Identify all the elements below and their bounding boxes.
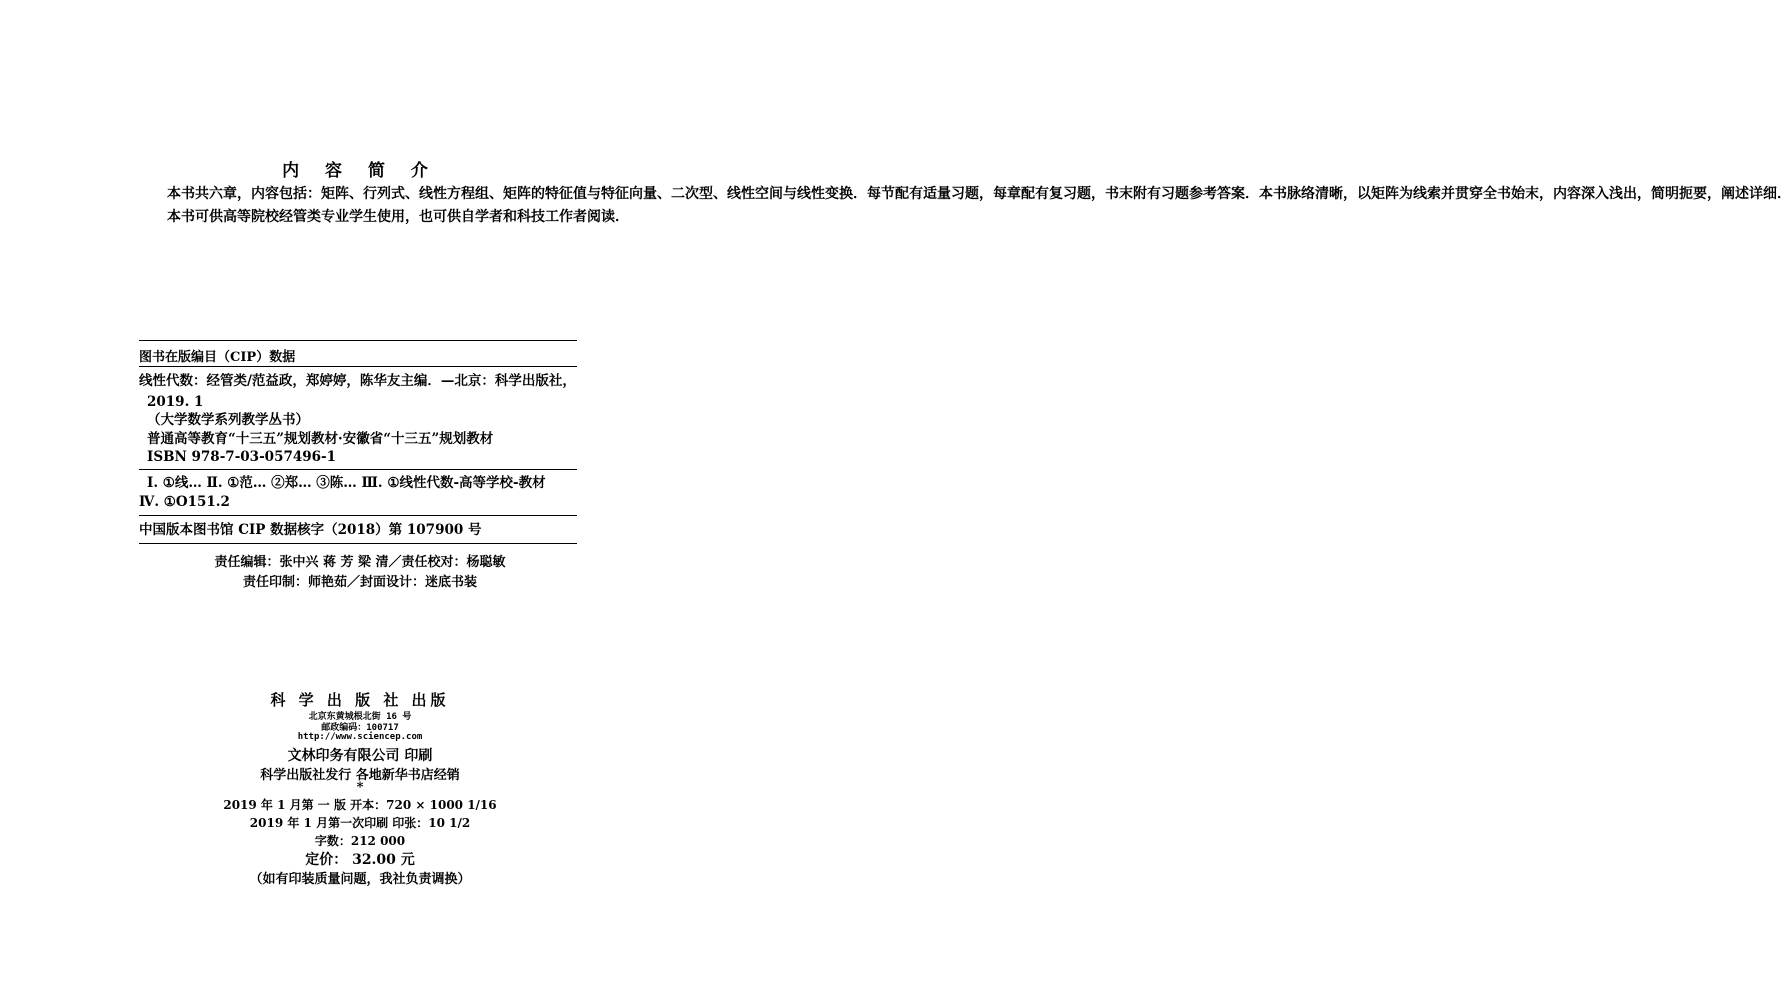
intro-paragraph-1 <box>139 183 1791 206</box>
cip-line-5: ISBN 978-7-03-057496-1 <box>147 449 337 465</box>
credits-production: 责任印制：师艳茹／封面设计：迷底书装 <box>242 575 477 590</box>
publisher-name: 科 学 出 版 社 出版 <box>270 691 450 709</box>
cip-line-7: Ⅳ. ①O151.2 <box>139 494 230 510</box>
publisher-address: 北京东黄城根北街 16 号 <box>308 712 412 722</box>
credits-editors: 责任编辑：张中兴 蒋 芳 梁 清／责任校对：杨聪敏 <box>214 555 506 570</box>
intro-p1-line4: 全书始末，内容深入浅出，简明扼要，阐述详细． <box>1483 186 1791 202</box>
intro-heading: 内 容 简 介 <box>282 161 438 181</box>
cip-line-8: 中国版本图书馆 CIP 数据核字（2018）第 107900 号 <box>139 522 482 538</box>
intro-body <box>139 183 1791 228</box>
cip-heading: 图书在版编目（CIP）数据 <box>139 350 296 365</box>
divider-top <box>139 340 577 341</box>
quality-note: （如有印装质量问题，我社负责调换） <box>249 872 471 887</box>
intro-paragraph-2 <box>139 206 629 229</box>
printing-info: 2019 年 1 月第一次印刷 印张：10 1/2 <box>249 816 471 830</box>
divider-cip-bottom <box>139 515 577 516</box>
divider-cip-heading <box>139 366 577 367</box>
printer-name: 文林印务有限公司 印刷 <box>287 748 433 764</box>
cip-line-4: 普通高等教育“十三五”规划教材·安徽省“十三五”规划教材 <box>147 431 494 447</box>
intro-p1-line3: 有复习题，书末附有习题参考答案．本书脉络清晰，以矩阵为线索并贯穿 <box>1035 186 1483 202</box>
cip-line-6: Ⅰ. ①线… Ⅱ. ①范… ②郑… ③陈… Ⅲ. ①线性代数-高等学校-教材 <box>147 475 546 491</box>
cip-line-2: 2019. 1 <box>147 394 204 410</box>
divider-cip-mid <box>139 469 577 470</box>
intro-p2-line2: 阅读． <box>587 208 629 225</box>
intro-p1-line1: 本书共六章，内容包括：矩阵、行列式、线性方程组、矩阵的特征值 <box>167 186 587 202</box>
divider-bottom <box>139 543 577 544</box>
price: 定价： 32.00 元 <box>305 852 415 868</box>
publisher-url: http://www.sciencep.com <box>297 732 423 742</box>
publisher-postcode: 邮政编码：100717 <box>321 723 399 733</box>
intro-p1-line2: 与特征向量、二次型、线性空间与线性变换．每节配有适量习题，每章配 <box>587 186 1035 202</box>
word-count: 字数：212 000 <box>314 834 406 848</box>
edition-info: 2019 年 1 月第 一 版 开本：720 × 1000 1/16 <box>223 798 497 812</box>
cip-line-3: （大学数学系列教学丛书） <box>147 412 309 428</box>
intro-p2-line1: 本书可供高等院校经管类专业学生使用，也可供自学者和科技工作者 <box>167 208 587 225</box>
distribution: 科学出版社发行 各地新华书店经销 <box>260 768 460 783</box>
separator-star: * <box>356 780 364 795</box>
cip-line-1: 线性代数：经管类/范益政，郑婷婷，陈华友主编．—北京：科学出版社， <box>139 373 576 389</box>
